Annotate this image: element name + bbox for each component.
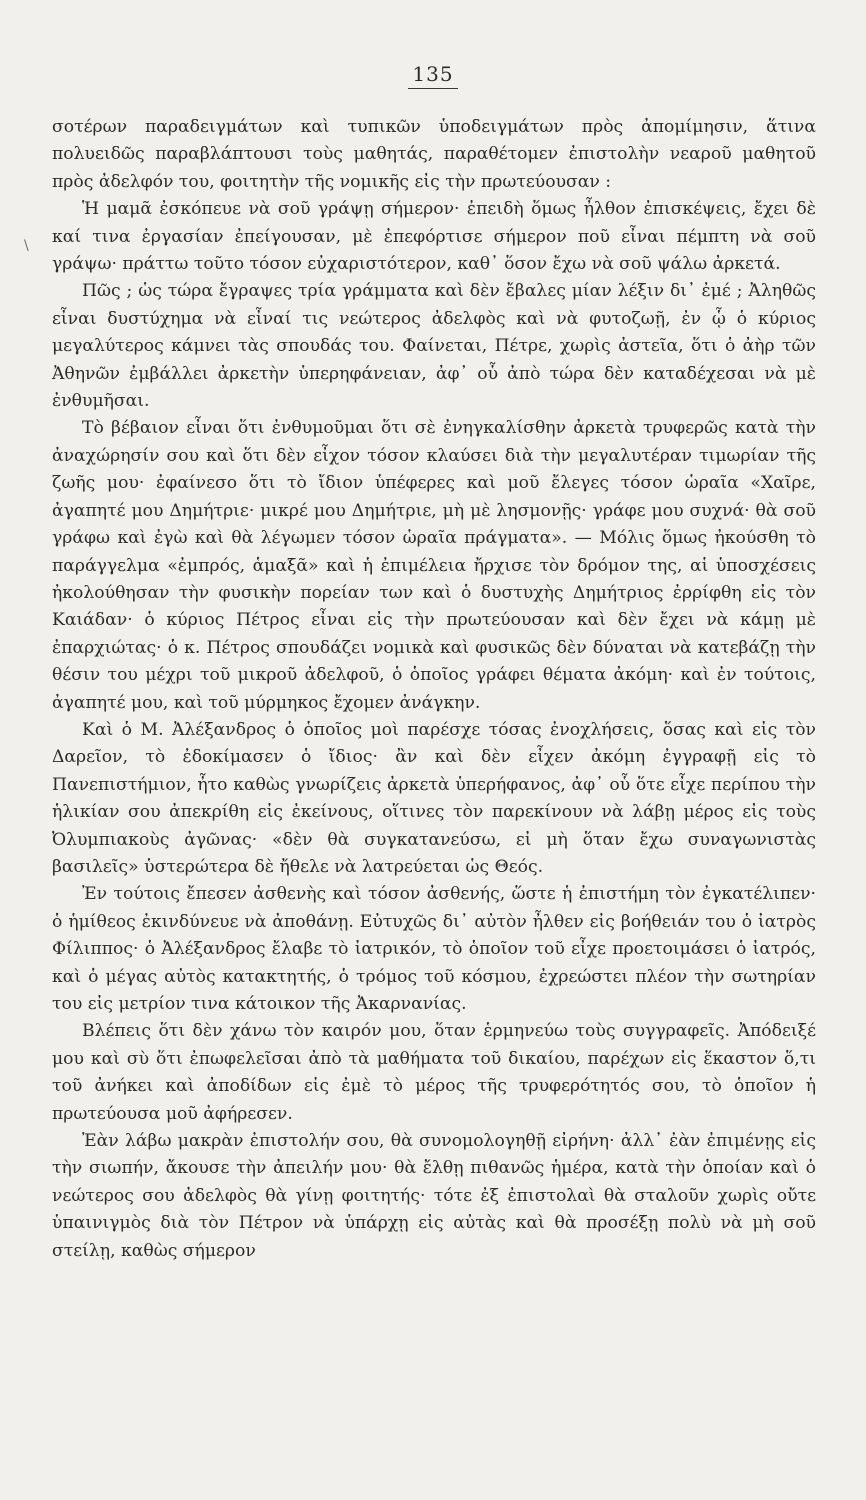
paragraph: Βλέπεις ὅτι δὲν χάνω τὸν καιρόν μου, ὅταν ἑρμηνεύω τοὺς συγγραφεῖς. Ἀπόδειξέ μου καὶ σὺ ὅτι ἐπωφελεῖσαι ἀπὸ τὰ μαθήματα τοῦ δικαίου, παρέχων εἰς ἕκαστον ὅ,τι τοῦ ἀνήκει καὶ ἀποδίδων εἰς ἐμὲ τὸ μέρος τῆς τρυφερότητός σου, τὸ ὁποῖον ἡ πρωτεύουσα μοῦ ἀφήρεσεν. [52,1021,816,1124]
paragraph: Πῶς ; ὡς τώρα ἔγραψες τρία γράμματα καὶ δὲν ἔβαλες μίαν λέξιν δι᾽ ἐμέ ; Ἀληθῶς εἶναι δυστύχημα νὰ εἶναί τις νεώτερος ἀδελφὸς καὶ νὰ φυτοζωῇ, ἐν ᾧ ὁ κύριος μεγαλύτερος κάμνει τὰς σπουδάς του. Φαίνεται, Πέτρε, χωρὶς ἀστεῖα, ὅτι ὁ ἀὴρ τῶν Ἀθηνῶν ἐμβάλλει ἀρκετὴν ὑπερηφάνειαν, ἀφ᾽ οὗ ἀπὸ τώρα δὲν καταδέχεσαι νὰ μὲ ἐνθυμῆσαι. [52,281,816,412]
paragraph: σοτέρων παραδειγμάτων καὶ τυπικῶν ὑποδειγμάτων πρὸς ἀπομίμησιν, ἅτινα πολυειδῶς παραβλάπτουσι τοὺς μαθητάς, παραθέτομεν ἐπιστολὴν νεαροῦ μαθητοῦ πρὸς ἀδελφόν του, φοιτητὴν τῆς νομικῆς εἰς τὴν πρωτεύουσαν : [52,117,816,192]
margin-mark: \ [24,238,29,254]
paragraph: Καὶ ὁ Μ. Ἀλέξανδρος ὁ ὁποῖος μοὶ παρέσχε τόσας ἐνοχλήσεις, ὅσας καὶ εἰς τὸν Δαρεῖον, τὸ ἐδοκίμασεν ὁ ἴδιος· ἂν καὶ δὲν εἶχεν ἀκόμη ἐγγραφῇ εἰς τὸ Πανεπιστήμιον, ἦτο καθὼς γνωρίζεις ἀρκετὰ ὑπερήφανος, ἀφ᾽ οὗ ὅτε εἶχε περίπου τὴν ἡλικίαν σου ἀπεκρίθη εἰς ἐκείνους, οἵτινες τὸν παρεκίνουν νὰ λάβῃ μέρος εἰς τοὺς Ὀλυμπιακοὺς ἀγῶνας· «δὲν θὰ συγκατανεύσω, εἰ μὴ ὅταν ἔχω συναγωνιστὰς βασιλεῖς» ὑστερώτερα δὲ ἤθελε νὰ λατρεύεται ὡς Θεός. [52,719,816,877]
body-text [52,114,816,1265]
paragraph: Ἐὰν λάβω μακρὰν ἐπιστολήν σου, θὰ συνομολογηθῇ εἰρήνη· ἀλλ᾽ ἐὰν ἐπιμένῃς εἰς τὴν σιωπήν, ἄκουσε τὴν ἀπειλήν μου· θὰ ἔλθῃ πιθανῶς ἡμέρα, κατὰ τὴν ὁποίαν καὶ ὁ νεώτερος σου ἀδελφὸς θὰ γίνῃ φοιτητής· τότε ἐξ ἐπιστολαὶ θὰ σταλοῦν χωρὶς οὔτε ὑπαινιγμὸς διὰ τὸν Πέτρον νὰ ὑπάρχῃ εἰς αὐτὰς καὶ θὰ προσέξῃ πολὺ νὰ μὴ σοῦ στείλῃ, καθὼς σήμερον [52,1131,816,1261]
paragraph: Τὸ βέβαιον εἶναι ὅτι ἐνθυμοῦμαι ὅτι σὲ ἐνηγκαλίσθην ἀρκετὰ τρυφερῶς κατὰ τὴν ἀναχώρησίν σου καὶ ὅτι δὲν εἶχον τόσον κλαύσει διὰ τὴν μεγαλυτέραν τιμωρίαν τῆς ζωῆς μου· ἐφαίνεσο ὅτι τὸ ἴδιον ὑπέφερες καὶ μοῦ ἔλεγες τόσον ὡραῖα «Χαῖρε, ἀγαπητέ μου Δημήτριε· μικρέ μου Δημήτριε, μὴ μὲ λησμονῇς· γράφε μου συχνά· θὰ σοῦ γράφω καὶ ἐγὼ καὶ θὰ λέγωμεν τόσον ὡραῖα πράγματα». — Μόλις ὅμως ἠκούσθη τὸ παράγγελμα «ἐμπρός, ἁμαξᾶ» καὶ ἡ ἐπιμέλεια ἤρχισε τὸν δρόμον της, αἱ ὑποσχέσεις ἠκολούθησαν τὴν φυσικὴν πορείαν των καὶ ὁ δυστυχὴς Δημήτριος ἐρρίφθη εἰς τὸν Καιάδαν· ὁ κύριος Πέτρος εἶναι εἰς τὴν πρωτεύουσαν καὶ δὲν ἔχει νὰ κάμῃ μὲ ἐπαρχιώτας· ὁ κ. Πέτρος σπουδάζει νομικὰ καὶ φυσικῶς δὲν δύναται νὰ κατεβάζῃ τὴν θέσιν του μέχρι τοῦ μικροῦ ἀδελφοῦ, ὁ ὁποῖος γράφει θέματα ἀκόμη· καὶ ἐν τούτοις, ἀγαπητέ μου, καὶ τοῦ μύρμηκος ἔχομεν ἀνάγκην. [52,418,816,713]
paragraph: Ἡ μαμᾶ ἐσκόπευε νὰ σοῦ γράψῃ σήμερον· ἐπειδὴ ὅμως ἦλθον ἐπισκέψεις, ἔχει δὲ καί τινα ἐργασίαν ἐπείγουσαν, μὲ ἐπεφόρτισε σήμερον ποῦ εἶναι πέμπτη νὰ σοῦ γράψω· πράττω τοῦτο τόσον εὐχαριστότερον, καθ᾽ ὅσον ἔχω νὰ σοῦ ψάλω ἀρκετά. [52,199,816,275]
page-number: 135 [0,62,866,89]
paragraph: Ἐν τούτοις ἔπεσεν ἀσθενὴς καὶ τόσον ἀσθενής, ὥστε ἡ ἐπιστήμη τὸν ἐγκατέλιπεν· ὁ ἡμίθεος ἐκινδύνευε νὰ ἀποθάνῃ. Εὐτυχῶς δι᾽ αὐτὸν ἦλθεν εἰς βοήθειάν του ὁ ἰατρὸς Φίλιππος· ὁ Ἀλέξανδρος ἔλαβε τὸ ἰατρικόν, τὸ ὁποῖον τοῦ εἶχε προετοιμάσει ὁ ἰατρός, καὶ ὁ μέγας αὐτὸς κατακτητής, ὁ τρόμος τοῦ κόσμου, ἐχρεώστει πλέον τὴν σωτηρίαν του εἰς μετρίον τινα κάτοικον τῆς Ἀκαρνανίας. [52,884,816,1014]
